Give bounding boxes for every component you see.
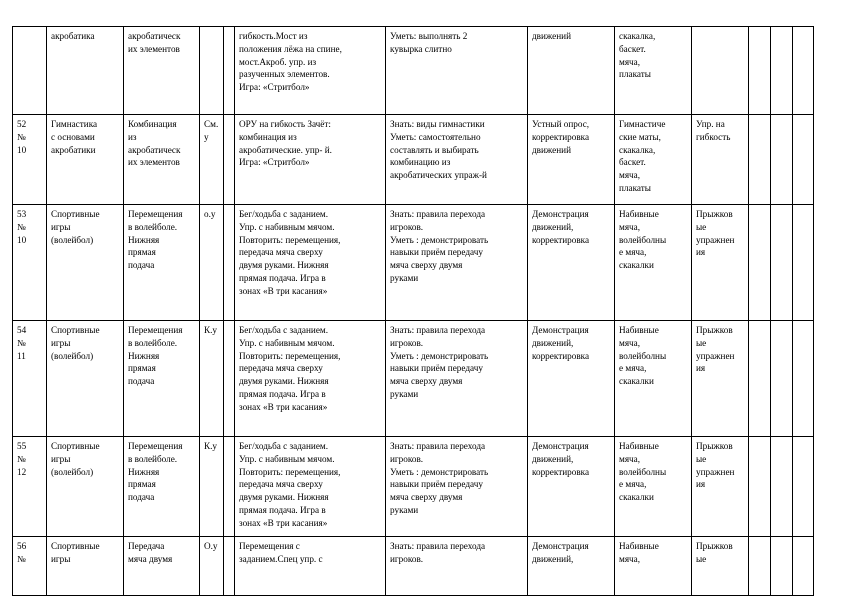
homework-cell xyxy=(692,27,749,115)
section-cell: Спортивные игры (волейбол) xyxy=(47,205,124,321)
blank-cell xyxy=(771,115,793,205)
equipment-cell: скакалка, баскет. мяча, плакаты xyxy=(615,27,692,115)
homework-cell: Прыжков ые упражнен ия xyxy=(692,205,749,321)
homework-cell: Прыжков ые xyxy=(692,537,749,596)
section-cell: Спортивные игры xyxy=(47,537,124,596)
blank-cell xyxy=(224,437,235,537)
equipment-cell: Набивные мяча, волейболны е мяча, скакалки xyxy=(615,205,692,321)
table-row xyxy=(13,321,814,437)
content-elements-cell: Бег/ходьба с заданием. Упр. с набивным мячом. Повторить: перемещения, передача мяча сверху двумя руками. Нижняя прямая подача. Игра в зонах «В три касания» xyxy=(235,321,386,437)
blank-cell xyxy=(793,27,814,115)
table-row xyxy=(13,27,814,115)
table-row xyxy=(13,537,814,596)
blank-cell xyxy=(224,205,235,321)
blank-cell xyxy=(771,321,793,437)
blank-cell xyxy=(749,437,771,537)
blank-cell xyxy=(793,115,814,205)
lesson-type-cell: О.у xyxy=(200,537,224,596)
control-cell: Демонстрация движений, корректировка xyxy=(528,437,615,537)
blank-cell xyxy=(793,205,814,321)
equipment-cell: Набивные мяча, волейболны е мяча, скакалки xyxy=(615,321,692,437)
control-cell: Демонстрация движений, корректировка xyxy=(528,205,615,321)
lesson-type-cell: К.у xyxy=(200,321,224,437)
blank-cell xyxy=(793,437,814,537)
blank-cell xyxy=(771,27,793,115)
homework-cell: Упр. на гибкость xyxy=(692,115,749,205)
blank-cell xyxy=(771,205,793,321)
equipment-cell: Гимнастиче ские маты, скакалка, баскет. мяча, плакаты xyxy=(615,115,692,205)
requirements-cell: Уметь: выполнять 2 кувырка слитно xyxy=(386,27,528,115)
content-elements-cell: Бег/ходьба с заданием. Упр. с набивным мячом. Повторить: перемещения, передача мяча сверху двумя руками. Нижняя прямая подача. Игра в зонах «В три касания» xyxy=(235,205,386,321)
content-elements-cell: гибкость.Мост из положения лёжа на спине, мост.Акроб. упр. из разученных элементов. Игра: «Стритбол» xyxy=(235,27,386,115)
content-elements-cell: ОРУ на гибкость Зачёт: комбинация из акробатические. упр- й. Игра: «Стритбол» xyxy=(235,115,386,205)
blank-cell xyxy=(749,205,771,321)
lesson-topic-cell: акробатичеcк их элементов xyxy=(124,27,200,115)
table-row xyxy=(13,205,814,321)
requirements-cell: Знать: правила перехода игроков. Уметь : демонстрировать навыки приём передачу мяча сверху двумя руками xyxy=(386,205,528,321)
section-cell: акробатика xyxy=(47,27,124,115)
lesson-number-cell: 54 № 11 xyxy=(13,321,47,437)
blank-cell xyxy=(224,537,235,596)
control-cell: Устный опрос, корректировка движений xyxy=(528,115,615,205)
blank-cell xyxy=(224,115,235,205)
lesson-type-cell: о.у xyxy=(200,205,224,321)
lesson-number-cell: 56 № xyxy=(13,537,47,596)
blank-cell xyxy=(749,27,771,115)
blank-cell xyxy=(224,321,235,437)
section-cell: Спортивные игры (волейбол) xyxy=(47,437,124,537)
lesson-type-cell xyxy=(200,27,224,115)
blank-cell xyxy=(771,537,793,596)
lesson-type-cell: См. у xyxy=(200,115,224,205)
lesson-number-cell: 55 № 12 xyxy=(13,437,47,537)
homework-cell: Прыжков ые упражнен ия xyxy=(692,321,749,437)
control-cell: Демонстрация движений, корректировка xyxy=(528,321,615,437)
lesson-type-cell: К.у xyxy=(200,437,224,537)
table-row xyxy=(13,437,814,537)
lesson-topic-cell: Комбинация из акробатичеcк их элементов xyxy=(124,115,200,205)
requirements-cell: Знать: правила перехода игроков. xyxy=(386,537,528,596)
blank-cell xyxy=(771,437,793,537)
section-cell: Гимнастика с основами акробатики xyxy=(47,115,124,205)
content-elements-cell: Перемещения с заданием.Спец упр. с xyxy=(235,537,386,596)
control-cell: движений xyxy=(528,27,615,115)
lesson-topic-cell: Перемещения в волейболе. Нижняя прямая подача xyxy=(124,437,200,537)
lesson-plan-table xyxy=(12,26,814,596)
blank-cell xyxy=(224,27,235,115)
blank-cell xyxy=(793,537,814,596)
blank-cell xyxy=(749,115,771,205)
blank-cell xyxy=(793,321,814,437)
equipment-cell: Набивные мяча, xyxy=(615,537,692,596)
content-elements-cell: Бег/ходьба с заданием. Упр. с набивным мячом. Повторить: перемещения, передача мяча сверху двумя руками. Нижняя прямая подача. Игра в зонах «В три касания» xyxy=(235,437,386,537)
blank-cell xyxy=(749,321,771,437)
section-cell: Спортивные игры (волейбол) xyxy=(47,321,124,437)
lesson-number-cell: 53 № 10 xyxy=(13,205,47,321)
lesson-topic-cell: Перемещения в волейболе. Нижняя прямая подача xyxy=(124,321,200,437)
control-cell: Демонстрация движений, xyxy=(528,537,615,596)
requirements-cell: Знать: правила перехода игроков. Уметь : демонстрировать навыки приём передачу мяча сверху двумя руками xyxy=(386,321,528,437)
requirements-cell: Знать: виды гимнастики Уметь: самостоятельно составлять и выбирать комбинацию из акробатических упраж-й xyxy=(386,115,528,205)
lesson-topic-cell: Перемещения в волейболе. Нижняя прямая подача xyxy=(124,205,200,321)
equipment-cell: Набивные мяча, волейболны е мяча, скакалки xyxy=(615,437,692,537)
lesson-number-cell xyxy=(13,27,47,115)
requirements-cell: Знать: правила перехода игроков. Уметь : демонстрировать навыки приём передачу мяча сверху двумя руками xyxy=(386,437,528,537)
homework-cell: Прыжков ые упражнен ия xyxy=(692,437,749,537)
table-row xyxy=(13,115,814,205)
lesson-number-cell: 52 № 10 xyxy=(13,115,47,205)
blank-cell xyxy=(749,537,771,596)
lesson-topic-cell: Передача мяча двумя xyxy=(124,537,200,596)
